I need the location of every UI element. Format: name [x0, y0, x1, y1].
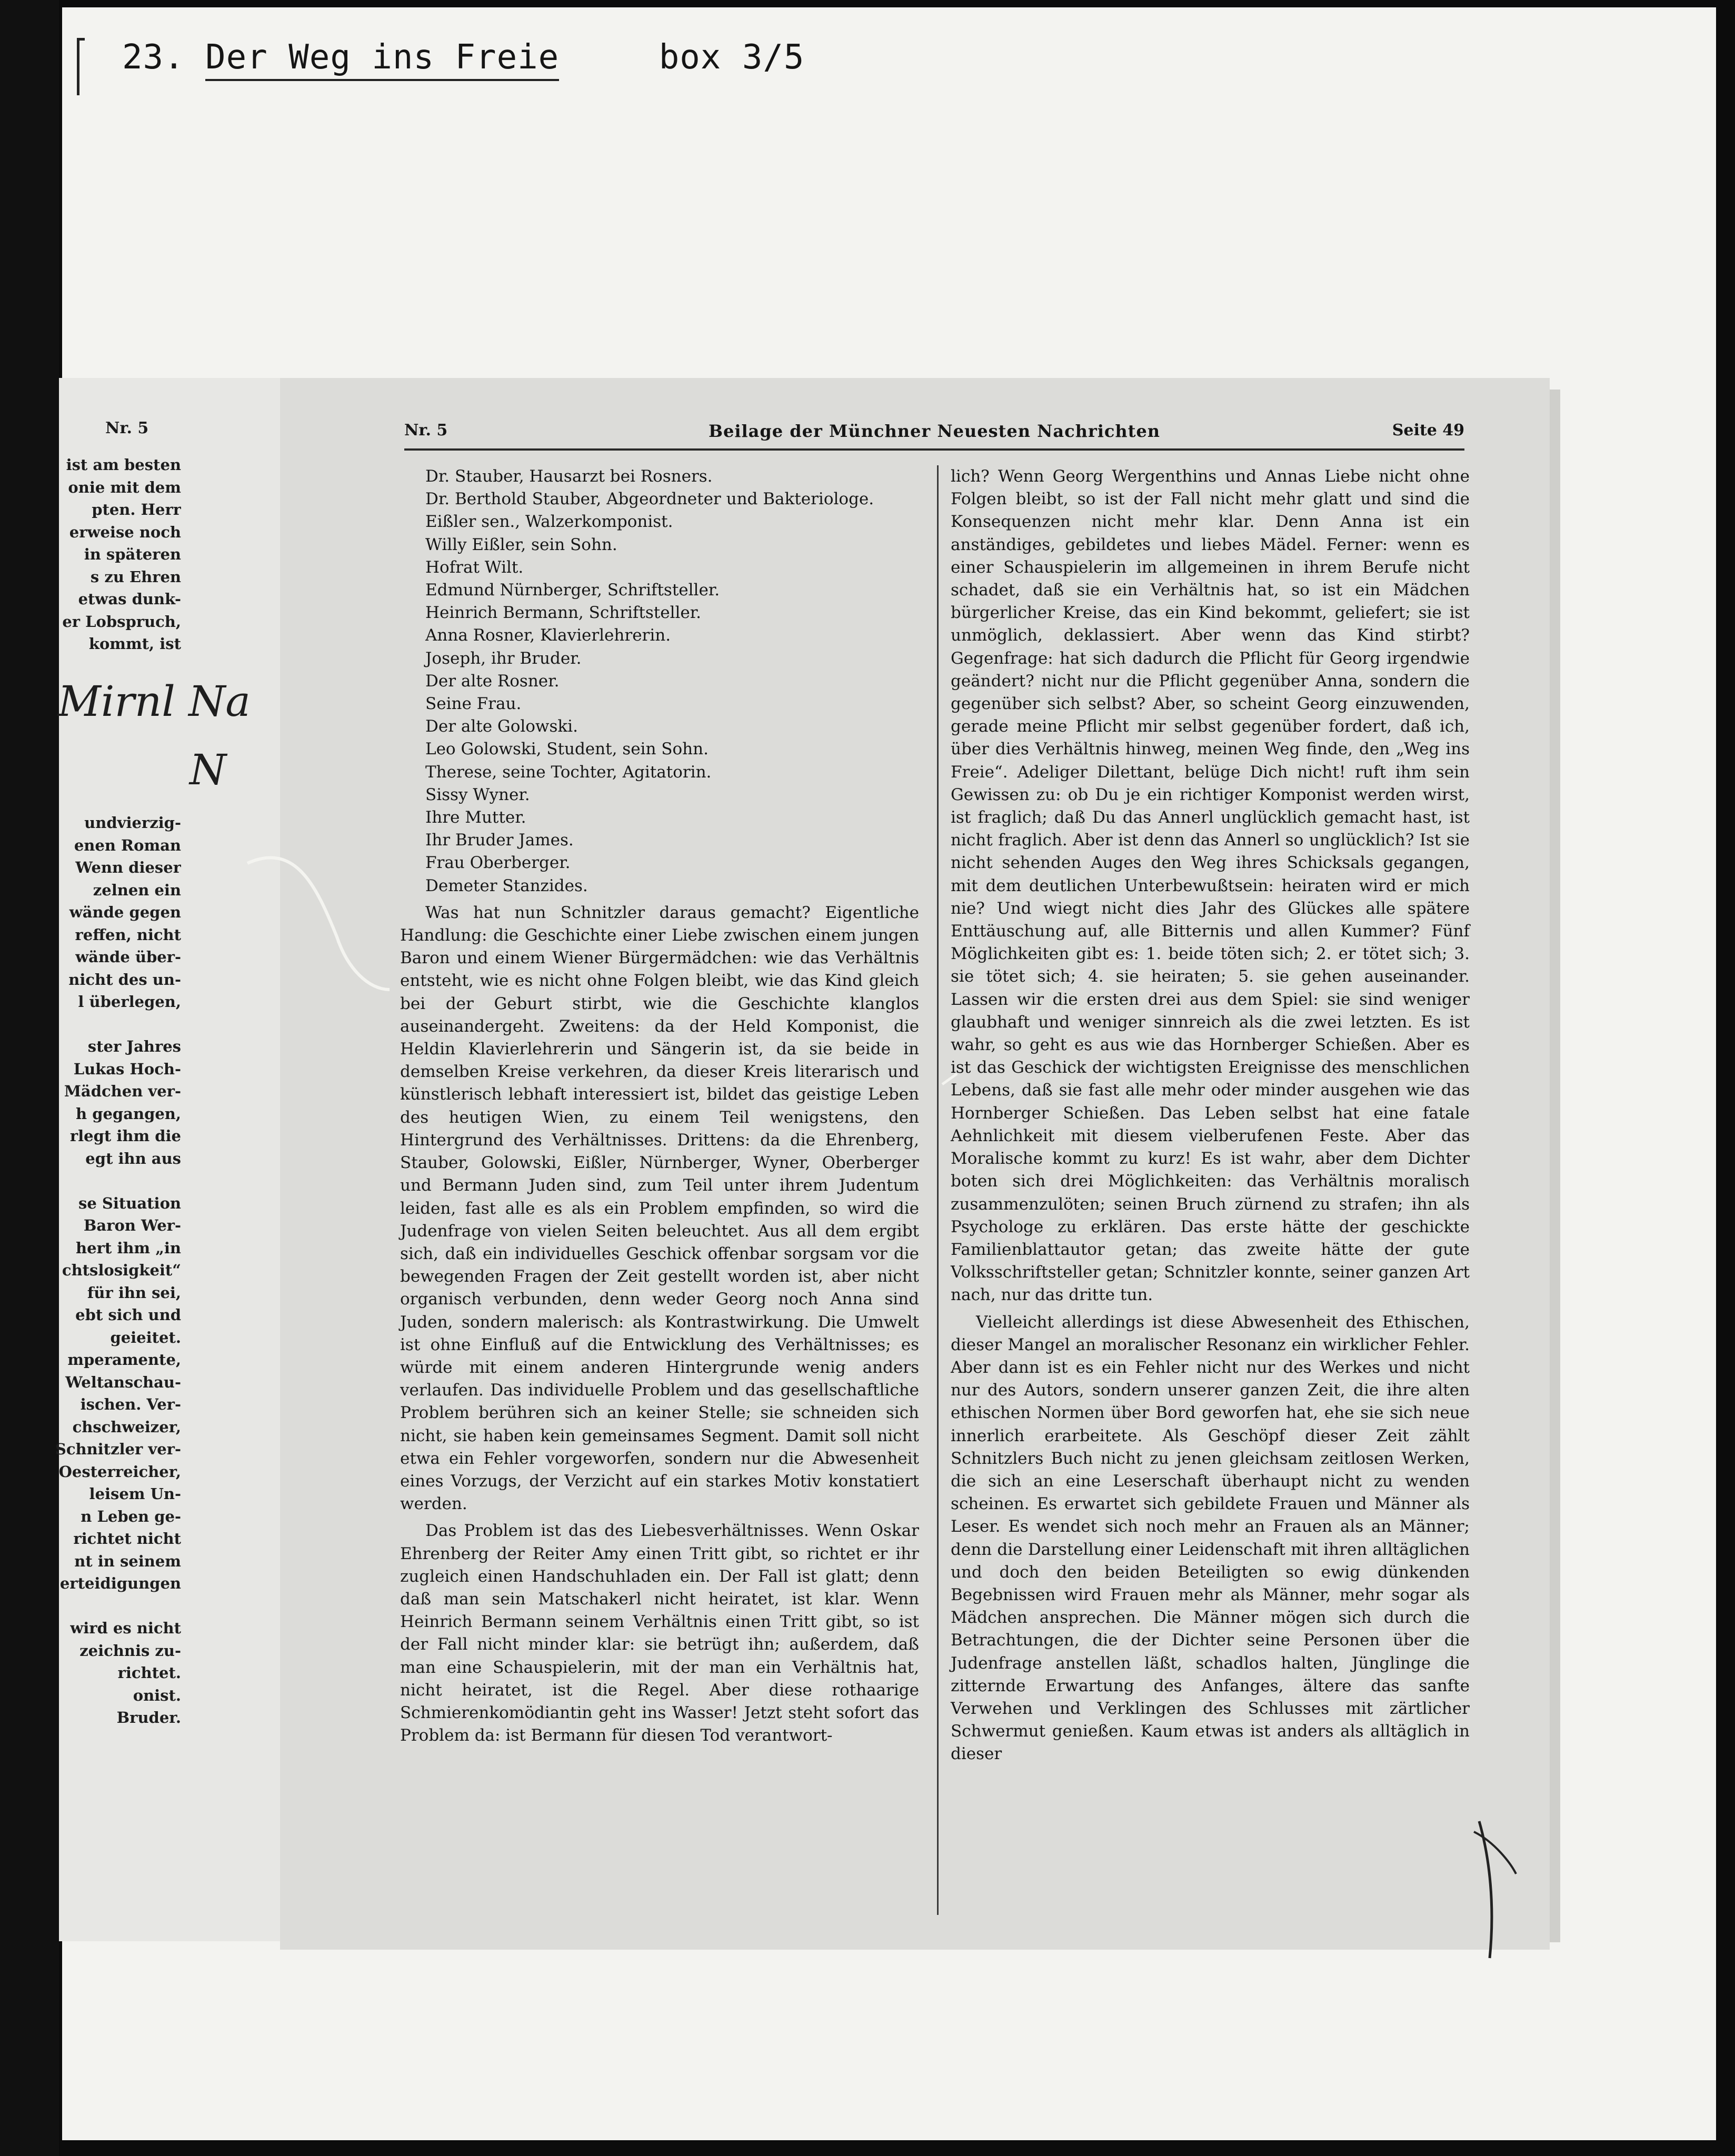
fragment-line: ster Jahres	[87, 1037, 181, 1055]
fragment-line: enen Roman	[74, 836, 181, 854]
fragment-line: erweise noch	[69, 523, 181, 541]
fragment-line: zeichnis zu-	[79, 1641, 181, 1660]
fragment-line: Schnitzler ver-	[55, 1440, 181, 1458]
archive-box-label: box 3/5	[659, 38, 805, 77]
fragment-line: geieitet.	[110, 1328, 181, 1346]
fragment-line: ist am besten	[66, 456, 181, 474]
article-paragraph: lich? Wenn Georg Wergenthins und Annas Liebe nicht ohne Folgen bleibt, so ist der Fall nicht mehr glatt und sind die Konsequenzen nicht mehr klar. Denn Anna ist ein anständiges, gebildetes und liebes Mädel. Ferner: wenn es einer Schauspielerin im allgemeinen in ihrem Berufe nicht schadet, daß sie ein Verhältnis hat, so ist ein Mädchen bürgerlicher Kreise, das ein Kind bekommt, geliefert; sie ist unmöglich, deklassiert. Aber wenn das Kind stirbt? Gegenfrage: hat sich dadurch die Pflicht für Georg irgendwie geändert? nicht nur die Pflicht gegenüber Anna, sondern die gegenüber sich selbst? Aber, so scheint Georg einzuwenden, gerade meine Pflicht mir selbst gegenüber fordert, daß ich, über dies Verhältnis hinweg, meinen Weg finde, den „Weg ins Freie“. Adeliger Dilettant, belüge Dich nicht! ruft ihm sein Gewissen zu: ob Du je ein richtiger Komponist werden wirst, ist fraglich; daß Du das Annerl unglücklich gemacht hast, ist nicht fraglich. Aber ist denn das Annerl so unglücklich? Ist sie nicht sehenden Auges den Weg ihres Schicksals gegangen, mit dem deutlichen Unterbewußtsein: heiraten wird er mich nie? Und wiegt nicht dies Jahr des Glückes alle spätere Enttäuschung auf, alle Bitternis und allen Kummer? Fünf Möglichkeiten gibt es: 1. beide töten sich; 2. er tötet sich; 3. sie tötet sich; 4. sie heiraten; 5. sie gehen auseinander. Lassen wir die ersten drei aus dem Spiel: sie sind weniger glaubhaft und weniger sinnreich als die zwei letzten. Es ist wahr, so geht es aus wie das Hornberger Schießen. Aber es ist das Geschick der wichtigsten Ereignisse des menschlichen Lebens, daß sie fast alle mehr oder minder ausgehen wie das Hornberger Schießen. Das Leben selbst hat eine fatale Aehnlichkeit mit diesem vielberufenen Feste. Aber das Moralische kommt zu kurz! Es ist wahr, aber dem Dichter boten sich drei Möglichkeiten: das Verhältnis moralisch zusammenzulöten; seinen Bruch zürnend zu strafen; ihn als Psychologe zu erklären. Das erste hätte der geschickte Familienblattautor getan; das zweite hätte der gute Volksschriftsteller getan; Schnitzler konnte, seiner ganzen Art nach, nur das dritte tun.	[951, 467, 1470, 1305]
supplement-title: Beilage der Münchner Neuesten Nachrichten	[708, 421, 1161, 441]
fragment-line: n Leben ge-	[81, 1507, 181, 1525]
cast-entry: Heinrich Bermann, Schriftsteller.	[425, 603, 702, 623]
corner-bracket	[77, 38, 85, 95]
fragment-line: onie mit dem	[68, 478, 181, 496]
cast-entry: Eißler sen., Walzerkomponist.	[425, 512, 673, 532]
cast-entry: Der alte Golowski.	[425, 717, 578, 736]
fragment-line: Lukas Hoch-	[73, 1060, 181, 1078]
cast-entry: Ihre Mutter.	[425, 808, 526, 827]
fragment-line: Mädchen ver-	[64, 1082, 181, 1100]
cast-entry: Edmund Nürnberger, Schriftsteller.	[425, 581, 720, 600]
archive-header	[122, 38, 1122, 77]
fragment-line: chtslosigkeit“	[62, 1261, 181, 1279]
fragment-line: Weltanschau-	[65, 1373, 181, 1391]
handwritten-note-line-2: N	[190, 745, 226, 794]
newspaper-page-header	[404, 421, 1464, 451]
fragment-line: für ihn sei,	[87, 1283, 181, 1302]
cast-entry: Ihr Bruder James.	[425, 831, 574, 850]
left-issue-number: Nr. 5	[105, 419, 149, 437]
cast-entry: Demeter Stanzides.	[425, 876, 588, 895]
fragment-line: onist.	[133, 1686, 181, 1704]
cast-entry: Hofrat Wilt.	[425, 557, 524, 577]
fragment-line: chschweizer,	[72, 1418, 181, 1436]
cast-entry: Sissy Wyner.	[425, 785, 530, 804]
fragment-line: etwas dunk-	[78, 590, 181, 608]
article-column-2	[951, 465, 1470, 1766]
fragment-gap	[55, 1595, 181, 1618]
fragment-line: zelnen ein	[93, 881, 181, 899]
cast-list	[400, 465, 919, 897]
fragment-line: ebt sich und	[75, 1306, 181, 1324]
fragment-line: ischen. Ver-	[80, 1395, 181, 1413]
fragment-line: in späteren	[84, 545, 181, 563]
fragment-line: nt in seinem	[74, 1552, 181, 1570]
page-issue-number: Nr. 5	[404, 421, 448, 440]
fragment-line: hert ihm „in	[76, 1239, 181, 1257]
article-paragraph: Was hat nun Schnitzler daraus gemacht? Eigentliche Handlung: die Geschichte einer Liebe zwischen einem jungen Baron und einem Wiener Bürgermädchen: wie das Verhältnis entsteht, wie es nicht ohne Folgen bleibt, wie das Kind gleich bei der Geburt stirbt, wie die Geschichte klanglos auseinandergeht. Zweitens: da der Held Komponist, die Heldin Klavierlehrerin und Sängerin ist, da sie beide in demselben Kreise verkehren, da dieser Kreis literarisch und künstlerisch lebhaft interessiert ist, bildet das geistige Leben des heutigen Wien, zu einem Teil wenigstens, den Hintergrund des Verhältnisses. Drittens: da die Ehrenberg, Stauber, Golowski, Eißler, Nürnberger, Wyner, Oberberger und Bermann Juden sind, zum Teil unter ihrem Judentum leiden, fast alle es als ein Problem empfinden, so wird die Judenfrage von vielen Seiten beleuchtet. Aus all dem ergibt sich, daß ein individuelles Geschick offenbar sorgsam vor die bewegenden Fragen der Zeit gestellt worden ist, aber nicht organisch verbunden, denn weder Georg noch Anna sind Juden, sondern malerisch: als Kontrastwirkung. Die Umwelt ist ohne Einfluß auf die Entwicklung des Verhältnisses; es würde mit einem anderen Hintergrunde wenig anders verlaufen. Das individuelle Problem und das gesellschaftliche Problem berühren sich an keiner Stelle; sie schneiden sich nicht, sie haben kein gemeinsames Segment. Damit soll nicht etwa ein Fehler vorgeworfen, sondern nur die Abwesenheit eines Vorzugs, der Verzicht auf ein starkes Motiv konstatiert werden.	[400, 903, 919, 1514]
cast-entry: Therese, seine Tochter, Agitatorin.	[425, 762, 712, 782]
cast-entry: Seine Frau.	[425, 694, 522, 714]
fragment-line: rlegt ihm die	[69, 1127, 181, 1145]
fragment-line: h gegangen,	[76, 1104, 181, 1123]
archive-number: 23.	[122, 38, 185, 77]
fragment-line: l überlegen,	[78, 993, 181, 1011]
clipping-shadow	[1550, 390, 1560, 1942]
cast-entry: Dr. Berthold Stauber, Abgeordneter und Bakteriologe.	[425, 490, 874, 509]
fragment-line: nicht des un-	[68, 970, 181, 989]
fragment-line: wände über-	[75, 948, 181, 966]
archive-title: Der Weg ins Freie	[205, 38, 559, 81]
fragment-line: leisem Un-	[89, 1485, 181, 1503]
fragment-line: Bruder.	[116, 1709, 181, 1726]
scan-border	[0, 0, 59, 2156]
cast-entry: Joseph, ihr Bruder.	[425, 648, 582, 668]
fragment-line: wände gegen	[69, 903, 181, 921]
fragment-line: undvierzig-	[84, 814, 181, 832]
article-paragraph: Vielleicht allerdings ist diese Abwesenheit des Ethischen, dieser Mangel an moralischer Resonanz ein wirklicher Fehler. Aber dann ist es ein Fehler nicht nur des Werkes und nicht nur des Autors, sondern unserer ganzen Zeit, die ihre alten ethischen Normen über Bord geworfen hat, ehe sie sich neue innerlich erarbeitete. Als Geschöpf dieser Zeit zählt Schnitzlers Buch nicht zu jenen gleichsam zeitlosen Werken, die sich an eine Leserschaft überhaupt nicht zu wenden scheinen. Es erwartet sich gebildete Frauen und Männer als Leser. Es wendet sich noch mehr an Frauen als an Männer; denn die Darstellung einer Leidenschaft mit ihren alltäglichen und doch den beiden Beteiligten so ewig dünkenden Begebnissen wird Frauen mehr als Männer, mehr sogar als Mädchen ansprechen. Die Männer mögen sich durch die Betrachtungen, die der Dichter seine Personen über die Judenfrage anstellen läßt, schadlos halten, Jünglinge die zitternde Erwartung des Anfanges, ältere das sanfte Verwehen und Verklingen des Schlusses mit zärtlicher Schwermut genießen. Kaum etwas ist anders als alltäglich in dieser	[951, 1312, 1470, 1764]
fragment-gap	[55, 1170, 181, 1192]
fragment-line: reffen, nicht	[75, 925, 181, 944]
fragment-line: mperamente,	[67, 1351, 181, 1369]
fragment-line: Oesterreicher,	[58, 1462, 181, 1481]
fragment-line: richtet nicht	[73, 1530, 181, 1548]
fragment-gap	[55, 1013, 181, 1036]
fragment-line: kommt, ist	[88, 635, 181, 653]
fragment-line: wird es nicht	[70, 1619, 181, 1637]
fragment-line: er Lobspruch,	[62, 612, 181, 631]
cast-entry: Anna Rosner, Klavierlehrerin.	[425, 626, 671, 645]
article-column-1	[400, 465, 919, 1747]
fragment-line: s zu Ehren	[90, 567, 181, 586]
fragment-line: Wenn dieser	[75, 859, 181, 876]
fragment-line: se Situation	[78, 1194, 181, 1212]
cast-entry: Dr. Stauber, Hausarzt bei Rosners.	[425, 467, 713, 486]
handwritten-note-line-1: Mirnl Na	[58, 677, 251, 726]
article-paragraph: Das Problem ist das des Liebesverhältnisses. Wenn Oskar Ehrenberg der Reiter Amy einen Tritt gibt, so richtet er ihr zugleich einen Handschuhladen ein. Der Fall ist glatt; denn daß man sein Matschakerl nicht heiratet, ist klar. Wenn Heinrich Bermann seinem Verhältnis einen Tritt gibt, so ist der Fall nicht minder klar: sie betrügt ihn; außerdem, daß man eine Schauspielerin, mit der man ein Verhältnis hat, nicht heiratet, ist die Regel. Aber diese rothaarige Schmierenkomödiantin geht ins Wasser! Jetzt steht sofort das Problem da: ist Bermann für diesen Tod verantwort-	[400, 1521, 919, 1745]
column-rule	[937, 465, 939, 1915]
cast-entry: Leo Golowski, Student, sein Sohn.	[425, 740, 709, 759]
fragment-line: egt ihn aus	[85, 1149, 181, 1167]
cast-entry: Willy Eißler, sein Sohn.	[425, 535, 617, 554]
fragment-line: richtet.	[117, 1664, 181, 1682]
fragment-line: pten. Herr	[92, 501, 181, 518]
fragment-line: erteidigungen	[59, 1574, 181, 1592]
handwritten-note	[58, 667, 251, 804]
left-column-fragment	[55, 454, 181, 1729]
page-number: Seite 49	[1392, 421, 1464, 440]
cast-entry: Der alte Rosner.	[425, 671, 560, 691]
fragment-line: Baron Wer-	[83, 1216, 181, 1234]
cast-entry: Frau Oberberger.	[425, 853, 571, 873]
